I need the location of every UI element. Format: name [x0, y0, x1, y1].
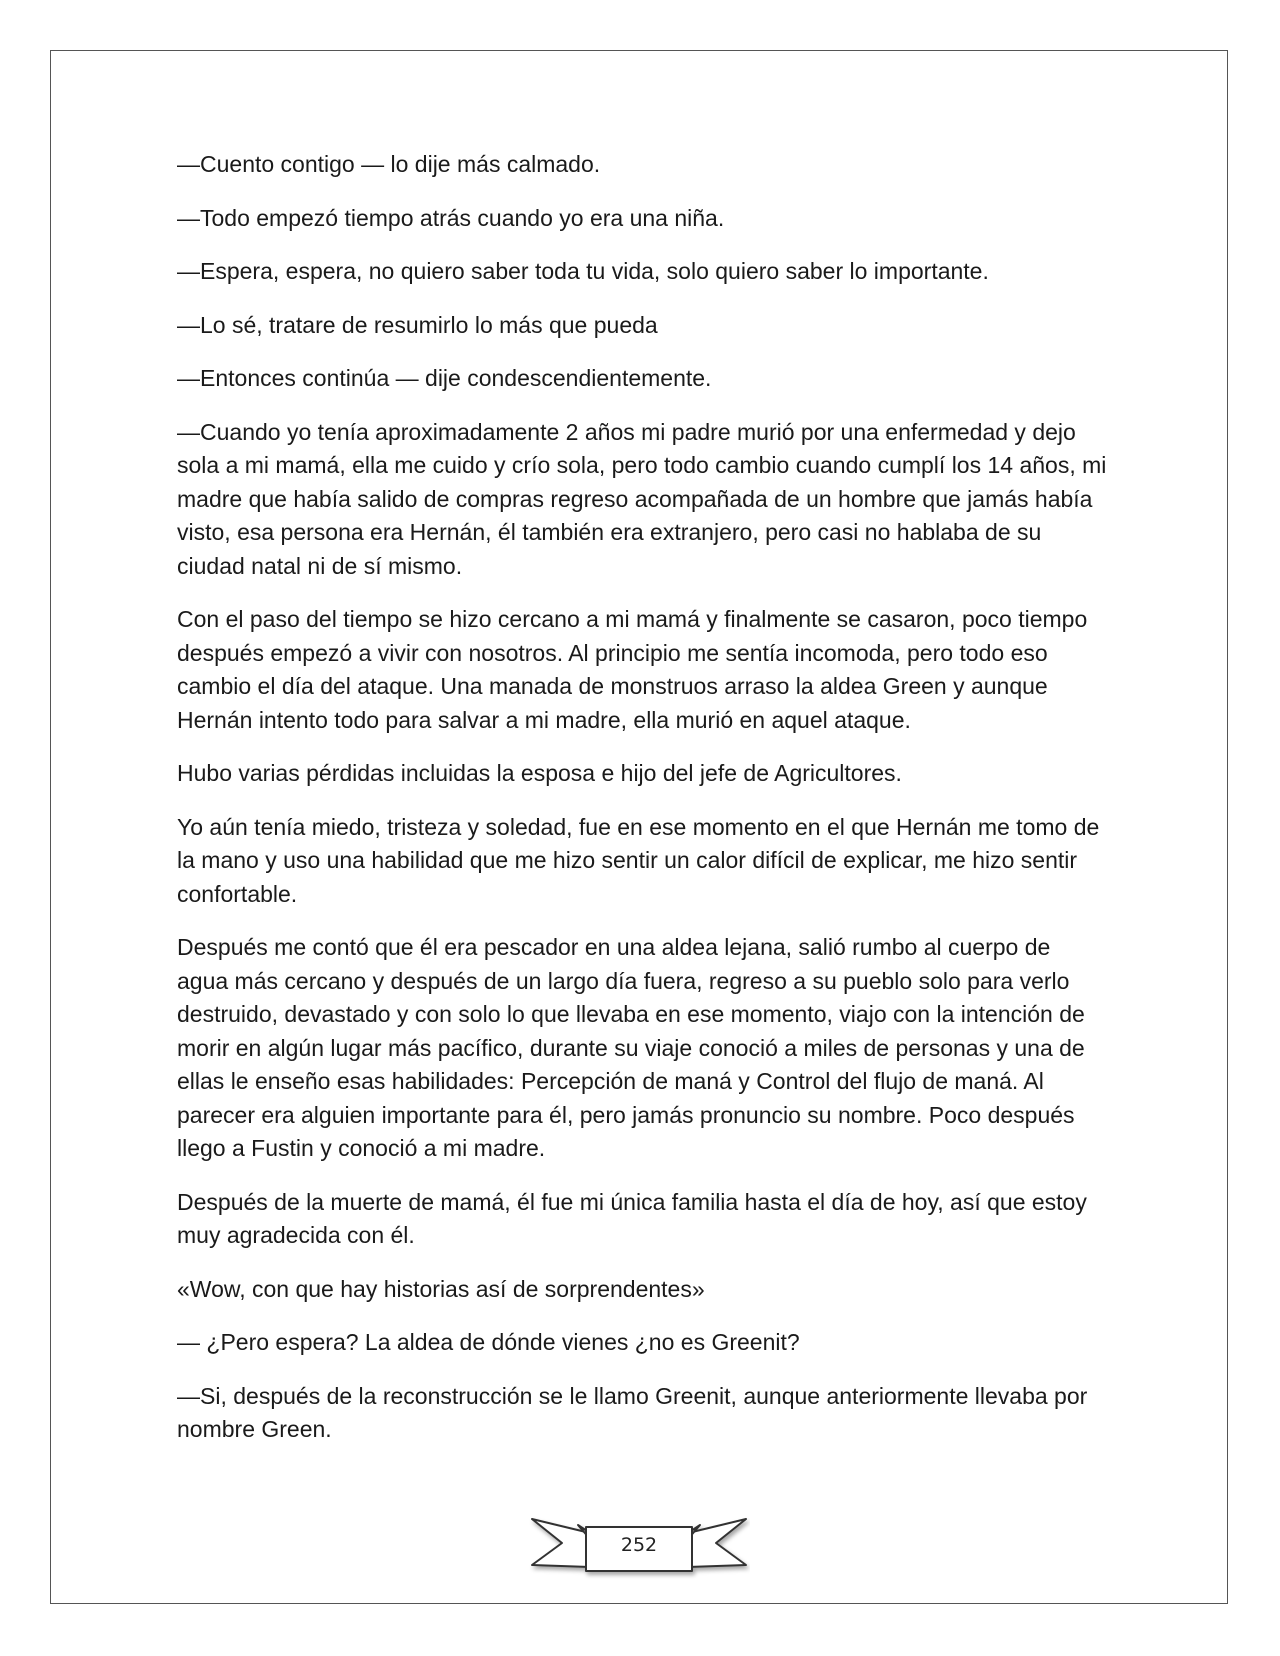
paragraph: — ¿Pero espera? La aldea de dónde vienes ¿no es Greenit? — [177, 1329, 800, 1355]
page-number-banner — [528, 1515, 750, 1583]
paragraph: —Todo empezó tiempo atrás cuando yo era una niña. — [177, 204, 725, 231]
text-body — [177, 148, 1107, 1467]
paragraph: —Espera, espera, no quiero saber toda tu vida, solo quiero saber lo importante. — [177, 258, 989, 284]
paragraph: Con el paso del tiempo se hizo cercano a mi mamá y finalmente se casaron, poco tiempo después empezó a vivir con nosotros. Al principio me sentía incomoda, pero todo eso cambio el día del ataque. Una manada de monstruos arraso la aldea Green y aunque Hernán intento todo para salvar a mi madre, ella murió en aquel ataque. — [177, 606, 1088, 733]
paragraph: Después de la muerte de mamá, él fue mi única familia hasta el día de hoy, así que estoy muy agradecida con él. — [177, 1188, 1087, 1248]
paragraph: —Cuando yo tenía aproximadamente 2 años mi padre murió por una enfermedad y dejo sola a mi mamá, ella me cuido y crío sola, pero todo cambio cuando cumplí los 14 años, mi madre que había salido de compras regreso acompañada de un hombre que jamás había visto, esa persona era Hernán, él también era extranjero, pero casi no hablaba de su ciudad natal ni de sí mismo. — [177, 418, 1107, 579]
paragraph: «Wow, con que hay historias así de sorprendentes» — [177, 1275, 705, 1302]
paragraph: —Lo sé, tratare de resumirlo lo más que pueda — [177, 311, 658, 338]
paragraph: Yo aún tenía miedo, tristeza y soledad, fue en ese momento en el que Hernán me tomo de la mano y uso una habilidad que me hizo sentir un calor difícil de explicar, me hizo sentir confortable. — [177, 813, 1100, 907]
paragraph: —Cuento contigo — lo dije más calmado. — [177, 151, 601, 177]
paragraph: —Si, después de la reconstrucción se le llamo Greenit, aunque anteriormente llevaba por nombre Green. — [177, 1382, 1088, 1442]
paragraph: Hubo varias pérdidas incluidas la esposa e hijo del jefe de Agricultores. — [177, 760, 902, 786]
paragraph: Después me contó que él era pescador en una aldea lejana, salió rumbo al cuerpo de agua más cercano y después de un largo día fuera, regreso a su pueblo solo para verlo destruido, devastado y con solo lo que llevaba en ese momento, viajo con la intención de morir en algún lugar más pacífico, durante su viaje conoció a miles de personas y una de ellas le enseño esas habilidades: Percepción de maná y Control del flujo de maná. Al parecer era alguien importante para él, pero jamás pronuncio su nombre. Poco después llego a Fustin y conoció a mi madre. — [177, 934, 1085, 1161]
page-number: 252 — [620, 1534, 658, 1556]
paragraph: —Entonces continúa — dije condescendientemente. — [177, 365, 712, 391]
